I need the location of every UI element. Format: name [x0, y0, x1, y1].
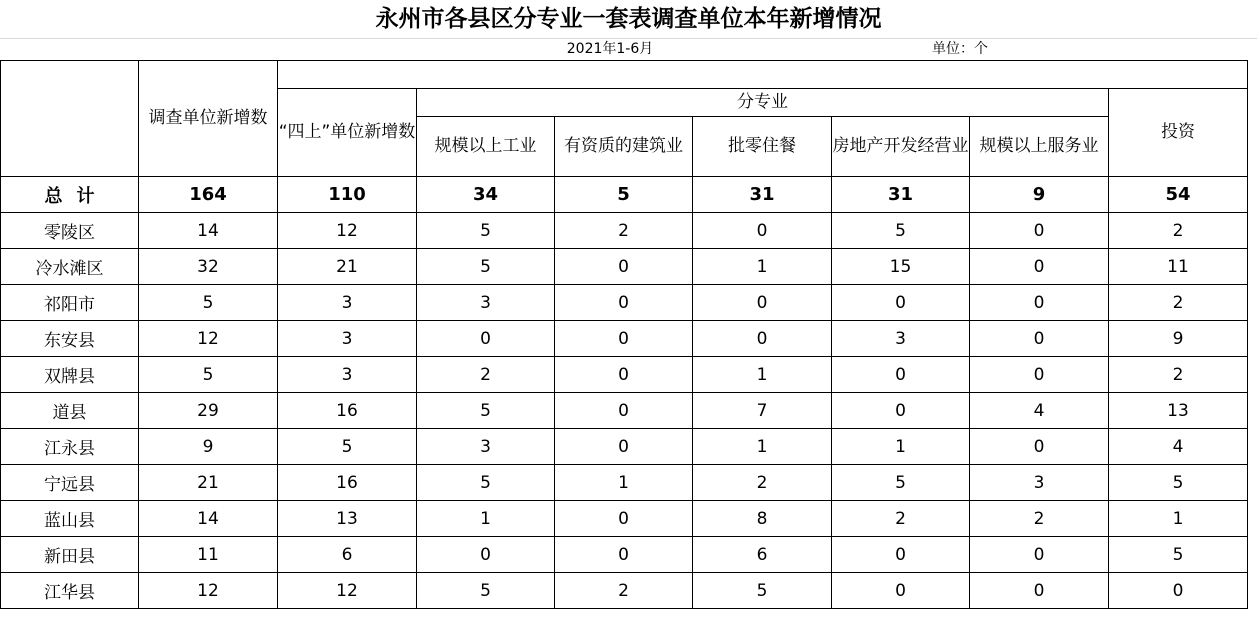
- table-cell[interactable]: 0: [555, 393, 693, 429]
- total-cell[interactable]: 31: [693, 177, 832, 213]
- table-cell[interactable]: 0: [832, 573, 970, 609]
- table-cell[interactable]: 0: [555, 429, 693, 465]
- table-row: [1, 429, 1248, 465]
- table-cell[interactable]: 5: [139, 285, 278, 321]
- table-cell[interactable]: 5: [832, 213, 970, 249]
- table-cell[interactable]: 9: [1109, 321, 1248, 357]
- table-row: [1, 321, 1248, 357]
- table-row: [1, 213, 1248, 249]
- table-cell[interactable]: 3: [417, 285, 555, 321]
- table-cell[interactable]: 13: [1109, 393, 1248, 429]
- table-cell[interactable]: 1: [1109, 501, 1248, 537]
- total-cell[interactable]: 31: [832, 177, 970, 213]
- total-cell[interactable]: 9: [970, 177, 1109, 213]
- row-label[interactable]: 江永县: [1, 429, 139, 465]
- header-blank[interactable]: [278, 61, 1248, 89]
- table-row: [1, 357, 1248, 393]
- table-cell[interactable]: 2: [1109, 213, 1248, 249]
- table-cell[interactable]: 14: [139, 213, 278, 249]
- row-label[interactable]: 零陵区: [1, 213, 139, 249]
- header-by-specialty[interactable]: 分专业: [417, 89, 1109, 117]
- header-realestate[interactable]: 房地产开发经营业: [832, 117, 970, 177]
- table-row: [1, 465, 1248, 501]
- table-cell[interactable]: 1: [832, 429, 970, 465]
- table-cell[interactable]: 0: [832, 357, 970, 393]
- table-cell[interactable]: 5: [693, 573, 832, 609]
- table-cell[interactable]: 2: [555, 573, 693, 609]
- table-cell[interactable]: 0: [970, 537, 1109, 573]
- table-cell[interactable]: 5: [278, 429, 417, 465]
- table-cell[interactable]: 15: [832, 249, 970, 285]
- table-cell[interactable]: 12: [139, 321, 278, 357]
- total-cell[interactable]: 54: [1109, 177, 1248, 213]
- row-label[interactable]: 祁阳市: [1, 285, 139, 321]
- table-cell[interactable]: 1: [693, 429, 832, 465]
- table-cell[interactable]: 16: [278, 465, 417, 501]
- table-cell[interactable]: 0: [417, 537, 555, 573]
- data-table: [0, 60, 1248, 609]
- table-cell[interactable]: 0: [970, 357, 1109, 393]
- table-cell[interactable]: 5: [1109, 465, 1248, 501]
- header-investment[interactable]: 投资: [1109, 89, 1248, 177]
- row-label[interactable]: 新田县: [1, 537, 139, 573]
- header-sishang-new[interactable]: “四上”单位新增数: [278, 89, 417, 177]
- table-cell[interactable]: 0: [970, 285, 1109, 321]
- table-cell[interactable]: 5: [417, 213, 555, 249]
- row-label[interactable]: 双牌县: [1, 357, 139, 393]
- table-cell[interactable]: 11: [139, 537, 278, 573]
- table-cell[interactable]: 1: [693, 249, 832, 285]
- table-cell[interactable]: 0: [555, 321, 693, 357]
- table-cell[interactable]: 11: [1109, 249, 1248, 285]
- table-cell[interactable]: 13: [278, 501, 417, 537]
- unit-label[interactable]: 单位：个: [932, 41, 988, 57]
- row-label[interactable]: 道县: [1, 393, 139, 429]
- row-label[interactable]: 冷水滩区: [1, 249, 139, 285]
- table-cell[interactable]: 0: [555, 285, 693, 321]
- row-label[interactable]: 蓝山县: [1, 501, 139, 537]
- table-row: [1, 249, 1248, 285]
- table-cell[interactable]: 5: [417, 573, 555, 609]
- header-services[interactable]: 规模以上服务业: [970, 117, 1109, 177]
- table-cell[interactable]: 12: [278, 573, 417, 609]
- table-cell[interactable]: 2: [832, 501, 970, 537]
- table-cell[interactable]: 21: [278, 249, 417, 285]
- table-cell[interactable]: 1: [555, 465, 693, 501]
- table-cell[interactable]: 0: [693, 213, 832, 249]
- table-cell[interactable]: 29: [139, 393, 278, 429]
- table-cell[interactable]: 3: [970, 465, 1109, 501]
- table-cell[interactable]: 9: [139, 429, 278, 465]
- table-cell[interactable]: 3: [832, 321, 970, 357]
- table-cell[interactable]: 0: [832, 393, 970, 429]
- table-title[interactable]: 永州市各县区分专业一套表调查单位本年新增情况: [375, 5, 882, 32]
- row-label[interactable]: 宁远县: [1, 465, 139, 501]
- table-cell[interactable]: 12: [139, 573, 278, 609]
- corner-cell[interactable]: [1, 61, 139, 177]
- table-row: [1, 537, 1248, 573]
- table-cell[interactable]: 3: [278, 321, 417, 357]
- row-label[interactable]: 江华县: [1, 573, 139, 609]
- header-construction[interactable]: 有资质的建筑业: [555, 117, 693, 177]
- period-label[interactable]: 2021年1-6月: [566, 41, 654, 57]
- table-cell[interactable]: 5: [139, 357, 278, 393]
- table-cell[interactable]: 6: [693, 537, 832, 573]
- table-cell[interactable]: 12: [278, 213, 417, 249]
- table-row: [1, 285, 1248, 321]
- table-cell[interactable]: 1: [417, 501, 555, 537]
- table-cell[interactable]: 5: [417, 465, 555, 501]
- table-cell[interactable]: 0: [832, 537, 970, 573]
- table-cell[interactable]: 6: [278, 537, 417, 573]
- table-cell[interactable]: 2: [555, 213, 693, 249]
- table-cell[interactable]: 2: [1109, 285, 1248, 321]
- table-cell[interactable]: 0: [417, 321, 555, 357]
- table-cell[interactable]: 5: [417, 249, 555, 285]
- table-cell[interactable]: 0: [832, 285, 970, 321]
- table-cell[interactable]: 21: [139, 465, 278, 501]
- table-cell[interactable]: 2: [693, 465, 832, 501]
- row-label[interactable]: 东安县: [1, 321, 139, 357]
- table-cell[interactable]: 32: [139, 249, 278, 285]
- total-cell[interactable]: 5: [555, 177, 693, 213]
- table-row: [1, 573, 1248, 609]
- table-cell[interactable]: 0: [555, 501, 693, 537]
- table-cell[interactable]: 3: [278, 285, 417, 321]
- total-cell[interactable]: 34: [417, 177, 555, 213]
- table-row: [1, 501, 1248, 537]
- table-cell[interactable]: 3: [417, 429, 555, 465]
- total-cell[interactable]: 164: [139, 177, 278, 213]
- total-cell[interactable]: 110: [278, 177, 417, 213]
- table-cell[interactable]: 2: [1109, 357, 1248, 393]
- total-row: [1, 177, 1248, 213]
- table-cell[interactable]: 0: [555, 249, 693, 285]
- table-cell[interactable]: 0: [1109, 573, 1248, 609]
- table-cell[interactable]: 0: [693, 285, 832, 321]
- header-survey-new[interactable]: 调查单位新增数: [139, 61, 278, 177]
- table-cell[interactable]: 8: [693, 501, 832, 537]
- table-cell[interactable]: 0: [970, 321, 1109, 357]
- table-cell[interactable]: 5: [1109, 537, 1248, 573]
- table-cell[interactable]: 4: [970, 393, 1109, 429]
- table-cell[interactable]: 3: [278, 357, 417, 393]
- table-cell[interactable]: 4: [1109, 429, 1248, 465]
- table-cell[interactable]: 5: [417, 393, 555, 429]
- table-cell[interactable]: 0: [970, 573, 1109, 609]
- table-cell[interactable]: 16: [278, 393, 417, 429]
- table-cell[interactable]: 0: [693, 321, 832, 357]
- header-industry[interactable]: 规模以上工业: [417, 117, 555, 177]
- table-cell[interactable]: 2: [417, 357, 555, 393]
- table-cell[interactable]: 5: [832, 465, 970, 501]
- table-cell[interactable]: 0: [970, 249, 1109, 285]
- table-cell[interactable]: 0: [970, 213, 1109, 249]
- table-cell[interactable]: 7: [693, 393, 832, 429]
- table-cell[interactable]: 0: [970, 429, 1109, 465]
- table-cell[interactable]: 1: [693, 357, 832, 393]
- table-cell[interactable]: 0: [555, 537, 693, 573]
- header-wholesale[interactable]: 批零住餐: [693, 117, 832, 177]
- table-cell[interactable]: 14: [139, 501, 278, 537]
- table-row: [1, 393, 1248, 429]
- total-label[interactable]: 总计: [1, 177, 139, 213]
- table-cell[interactable]: 0: [555, 357, 693, 393]
- table-cell[interactable]: 2: [970, 501, 1109, 537]
